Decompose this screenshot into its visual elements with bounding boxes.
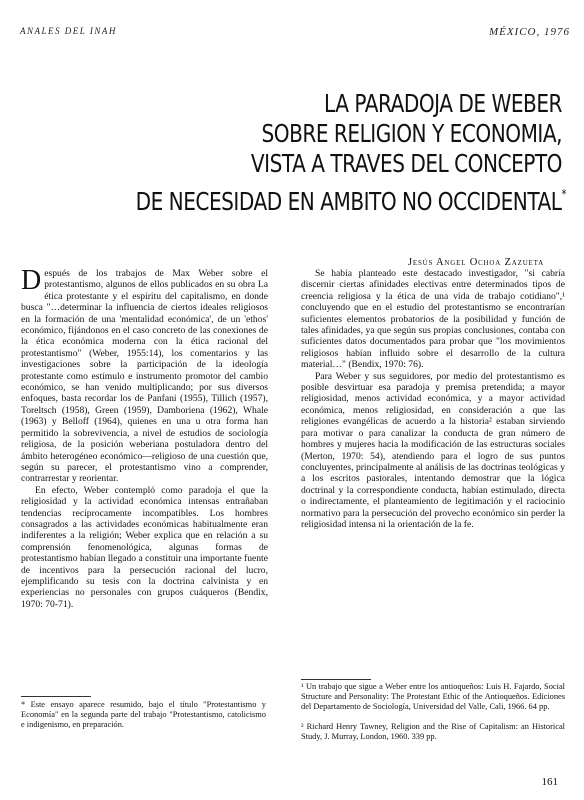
- footnotes-left: [21, 700, 266, 740]
- footnote-2: ² Richard Henry Tawney, Religion and the Rise of Capitalism: an Historical Study, J. Murray, London, 1960. 339 pp.: [301, 722, 565, 741]
- left-paragraph-2: En efecto, Weber contempló como paradoja el que la religiosidad y la actividad económica intensas entrañaban tendencias recíprocamente incompatibles. Los hombres consagrados a las actividades económicas habitualmente eran indiferentes a la religión; Weber explica que en relación a su comprensión fenomenológica, algunas formas de protestantismo habían llegado a constituir una importante fuente de incentivos para la persecución racional del lucro, ejemplificando su tesis con la doctrina calvinista y en experiencias no personales con grupos cuáqueros (Bendix, 1970: 70-71).: [21, 484, 268, 610]
- title-line-4: [135, 179, 566, 217]
- title-line-1: LA PARADOJA DE WEBER: [324, 89, 562, 118]
- drop-cap: D: [21, 265, 42, 296]
- title-line-4-text: DE NECESIDAD EN AMBITO NO OCCIDENTAL: [135, 187, 562, 216]
- footnote-star: * Este ensayo aparece resumido, bajo el título "Protestantismo y Economía" en la segunda parte del trabajo "Protestantismo, catolicismo e indigenismo, en preparación.: [21, 700, 266, 729]
- right-paragraph-2: Para Weber y sus seguidores, por medio del protestantismo es posible desvirtuar esa paradoja y premisa pretendida; a mayor religiosidad, menos actividad económica, y a mayor actividad económica, menos religiosidad, en consideración a que las religiones evangélicas de acuerdo a la historia² estaban sirviendo para motivar o para canalizar la conducta de gran número de hombres y mujeres hacia la modificación de las estructuras sociales (Merton, 1970: 54), atendiendo para el logro de sus puntos concluyentes, principalmente al análisis de las doctrinas teológicas y a los escritos pastorales, intentando demostrar que la lógica doctrinal y la correspondiente conducta, habían estimulado, directa o indirectamente, el planteamiento de legitimación y el raciocinio normativo para la persecución del provecho económico sin perder la religiosidad intensa ni la orientación de la fe.: [301, 370, 565, 530]
- footnotes-right: [301, 682, 565, 752]
- article-author: Jesús Angel Ochoa Zazueta: [407, 257, 544, 268]
- left-column: [21, 265, 268, 610]
- footnote-divider-left: [21, 696, 91, 697]
- title-line-3: VISTA A TRAVES DEL CONCEPTO: [250, 149, 562, 178]
- article-title: [135, 89, 566, 217]
- place-year-header: MÉXICO, 1976: [488, 26, 570, 38]
- footnote-1: ¹ Un trabajo que sigue a Weber entre los antioqueños: Luis H. Fajardo, Social Structure and Personality: The Protestant Ethic of the Antioqueños. Ediciones del Departamento de Sociología, Universidad del Valle, Cali, 1966. 64 pp.: [301, 682, 565, 711]
- title-line-2: SOBRE RELIGION Y ECONOMIA,: [261, 119, 562, 148]
- right-column: [301, 268, 565, 530]
- left-paragraph-1: [21, 265, 268, 485]
- footnote-divider-right: [301, 679, 371, 680]
- left-paragraph-1-text: espués de los trabajos de Max Weber sobre el protestantismo, algunos de ellos publicados en su obra La ética protestante y el espíritu del capitalismo, en donde busca "…determinar la influencia de ciertos ideales religiosos en la formación de una 'mentalidad económica', de un 'ethos' económico, fijándonos en el caso concreto de las conexiones de la ética económica moderna con la ética racional del protestantismo" (Weber, 1955:14), los comentarios y las investigaciones sobre la participación de la ideología protestante como estímulo e instrumento promotor del cambio económico, se han venido multiplicando; por sus diversos enfoques, basta recordar los de Panfani (1955), Tillich (1957), Toreltsch (1958), Green (1959), Damboriena (1962), Whale (1963) y Belloff (1964), quienes en una u otra forma han permitido la sobrevivencia, a nivel de estudios de sociología religiosa, de la posición weberiana postuladora dentro del ámbito heterogéneo económico—religioso de una cuestión que, según su parecer, el protestantismo vino a comprender, contrarrestar y reorientar.: [21, 268, 268, 485]
- title-footnote-mark: *: [561, 187, 566, 201]
- right-paragraph-1: Se había planteado este destacado investigador, "si cabría discernir ciertas afinidades electivas entre determinados tipos de creencia religiosa y la ética de una vida de trabajo cotidiano",¹ concluyendo que en el estudio del protestantismo se encontrarían suficientes elementos probatorios de la posibilidad y función de tales afinidades, ya que según sus propias conclusiones, contaba con suficientes datos documentados para probar que "los movimientos religiosos habían influido sobre el desarrollo de la cultura material…" (Bendix, 1970: 76).: [301, 268, 565, 371]
- journal-header: ANALES DEL INAH: [20, 26, 117, 36]
- page-number: 161: [541, 776, 558, 788]
